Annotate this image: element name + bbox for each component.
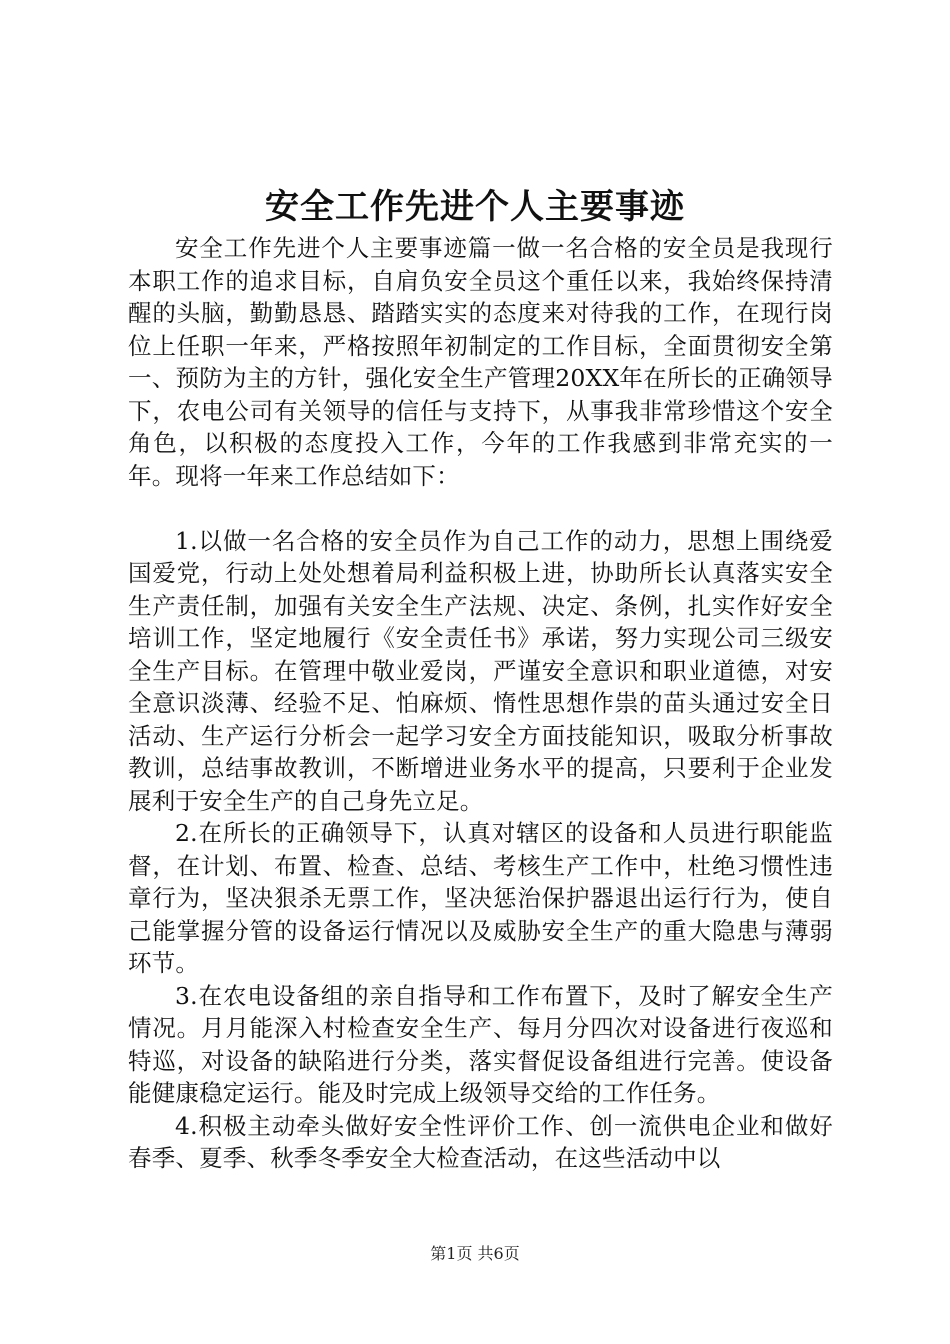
page-number-footer: 第1页 共6页 xyxy=(430,1244,520,1263)
paragraph-item-3: 3.在农电设备组的亲自指导和工作布置下，及时了解安全生产情况。月月能深入村检查安全生产、每月分四次对设备进行夜巡和特巡，对设备的缺陷进行分类，落实督促设备组进行完善。使设备能健康稳定运行。能及时完成上级领导交给的工作任务。 xyxy=(128,981,833,1107)
paragraph-item-1: 1.以做一名合格的安全员作为自己工作的动力，思想上围绕爱国爱党，行动上处处想着局利益积极上进，协助所长认真落实安全生产责任制，加强有关安全生产法规、决定、条例，扎实作好安全培训工作，坚定地履行《安全责任书》承诺，努力实现公司三级安全生产目标。在管理中敬业爱岗，严谨安全意识和职业道德，对安全意识淡薄、经验不足、怕麻烦、惰性思想作祟的苗头通过安全日活动、生产运行分析会一起学习安全方面技能知识，吸取分析事故教训，总结事故教训，不断增进业务水平的提高，只要利于企业发展利于安全生产的自己身先立足。 xyxy=(128,526,833,815)
paragraph-item-2: 2.在所长的正确领导下，认真对辖区的设备和人员进行职能监督，在计划、布置、检查、总结、考核生产工作中，杜绝习惯性违章行为，坚决狠杀无票工作，坚决惩治保护器退出运行行为，使自己能掌握分管的设备运行情况以及威胁安全生产的重大隐患与薄弱环节。 xyxy=(128,819,833,977)
document-title: 安全工作先进个人主要事迹 xyxy=(265,187,685,227)
intro-paragraph: 安全工作先进个人主要事迹篇一做一名合格的安全员是我现行本职工作的追求目标，自肩负安全员这个重任以来，我始终保持清醒的头脑，勤勤恳恳、踏踏实实的态度来对待我的工作，在现行岗位上任职一年来，严格按照年初制定的工作目标，全面贯彻安全第一、预防为主的方针，强化安全生产管理20XX年在所长的正确领导下，农电公司有关领导的信任与支持下，从事我非常珍惜这个安全角色，以积极的态度投入工作，今年的工作我感到非常充实的一年。现将一年来工作总结如下： xyxy=(128,234,833,490)
paragraph-item-4: 4.积极主动牵头做好安全性评价工作、创一流供电企业和做好春季、夏季、秋季冬季安全大检查活动，在这些活动中以 xyxy=(128,1111,833,1172)
document-body xyxy=(128,232,833,1175)
